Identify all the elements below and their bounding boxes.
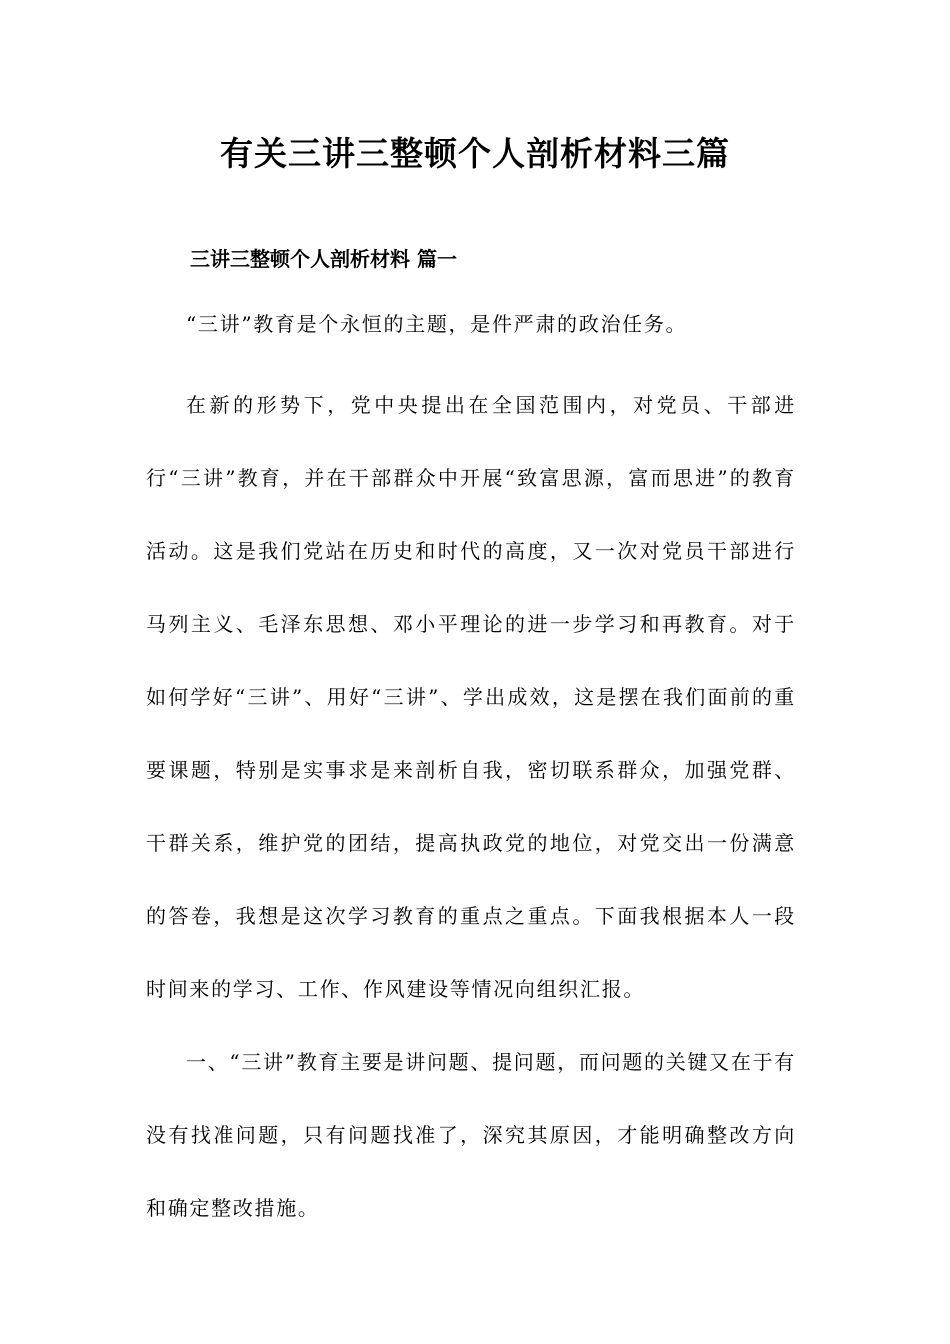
paragraph: 一、“三讲”教育主要是讲问题、提问题，而问题的关键又在于有没有找准问题，只有问题找准了，深究其原因，才能明确整改方向和确定整改措施。 <box>146 1050 796 1220</box>
document-body <box>146 296 796 1245</box>
paragraph: 在新的形势下，党中央提出在全国范围内，对党员、干部进行“三讲”教育，并在干部群众中开展“致富思源，富而思进”的教育活动。这是我们党站在历史和时代的高度，又一次对党员干部进行马列主义、毛泽东思想、邓小平理论的进一步学习和再教育。对于如何学好“三讲”、用好“三讲”、学出成效，这是摆在我们面前的重要课题，特别是实事求是来剖析自我，密切联系群众，加强党群、干群关系，维护党的团结，提高执政党的地位，对党交出一份满意的答卷，我想是这次学习教育的重点之重点。下面我根据本人一段时间来的学习、工作、作风建设等情况向组织汇报。 <box>146 393 796 1001</box>
document-title: 有关三讲三整顿个人剖析材料三篇 <box>220 134 730 173</box>
section-heading: 三讲三整顿个人剖析材料 篇一 <box>190 247 457 271</box>
paragraph: “三讲”教育是个永恒的主题，是件严肃的政治任务。 <box>186 312 688 336</box>
